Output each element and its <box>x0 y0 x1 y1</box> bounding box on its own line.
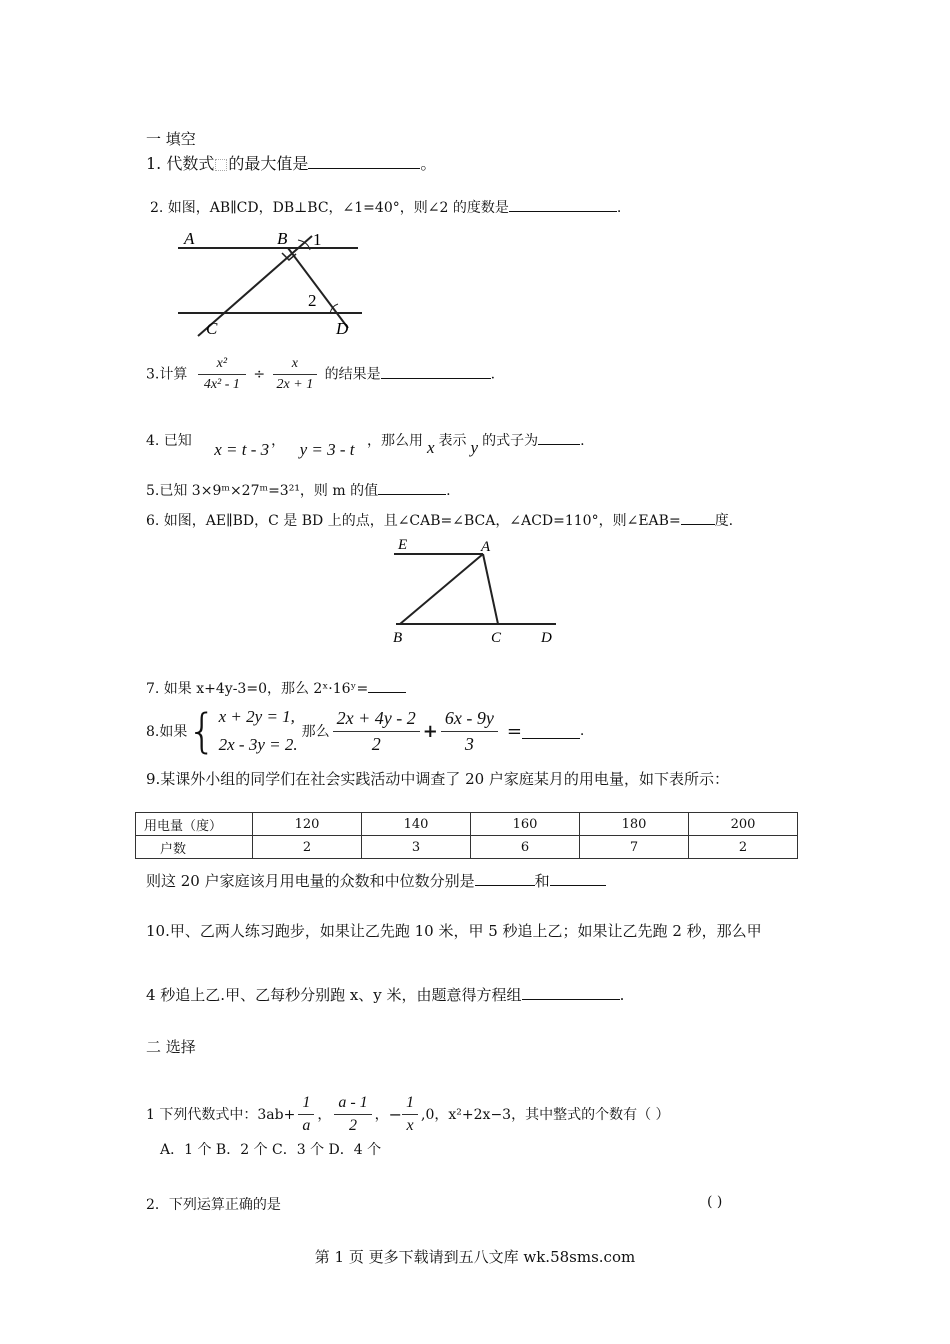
question-7 <box>146 678 406 698</box>
q8-system-line-1: x + 2y = 1, <box>218 707 295 726</box>
q8-denominator-2: 3 <box>441 731 498 755</box>
q8-equals: = <box>506 720 522 742</box>
q4-comma: ， <box>271 433 286 449</box>
c1-numerator-2: a - 1 <box>338 1093 368 1111</box>
q1-broken-image-icon <box>215 159 227 171</box>
q4-answer-blank[interactable] <box>538 430 580 445</box>
q10-answer-blank[interactable] <box>522 985 620 1000</box>
section-title-fill: 一 填空 <box>146 130 196 148</box>
label-b: B <box>277 229 288 248</box>
q9-and: 和 <box>534 872 550 890</box>
q8-numerator-2: 6x - 9y <box>444 707 494 728</box>
table-row <box>136 813 798 836</box>
q4-var-x: x <box>426 438 435 457</box>
q1-end: 。 <box>420 154 437 173</box>
q8-mid: 那么 <box>301 724 330 740</box>
question-9: 9.某课外小组的同学们在社会实践活动中调查了 20 户家庭某月的用电量，如下表所示： <box>146 770 729 788</box>
q2-end: . <box>616 200 622 216</box>
label-a: A <box>184 229 195 248</box>
q5-end: . <box>446 483 451 499</box>
table-cell: 户数 <box>136 836 253 859</box>
question-6 <box>146 510 733 530</box>
q4-var-y: y <box>470 438 479 457</box>
q8-fraction-2 <box>441 708 498 755</box>
question-10-line-1: 10.甲、乙两人练习跑步，如果让乙先跑 10 米，甲 5 秒追上乙；如果让乙先跑 2 秒，那么甲 <box>146 922 762 940</box>
q4-eq1: x = t - 3 <box>214 440 270 459</box>
q8-system <box>219 703 298 759</box>
label-c: C <box>491 630 502 646</box>
q10-end: . <box>619 986 625 1004</box>
question-9-followup <box>146 870 606 891</box>
q8-prefix: 8.如果 <box>146 724 188 740</box>
table-cell: 180 <box>580 813 689 836</box>
q4-prefix: 4. 已知 <box>146 433 192 449</box>
c1-prefix: 1 下列代数式中：3ab+ <box>146 1107 296 1123</box>
q3-divide: ÷ <box>253 366 266 383</box>
q6-figure-triangle <box>388 534 568 648</box>
q1-suffix: 的最大值是 <box>228 154 309 173</box>
q5-answer-blank[interactable] <box>378 480 446 495</box>
line-bd <box>288 248 348 328</box>
table-cell: 6 <box>471 836 580 859</box>
q4-suffix: 的式子为 <box>482 433 539 449</box>
q8-fraction-1 <box>333 708 420 755</box>
q3-suffix: 的结果是 <box>324 366 381 383</box>
question-1 <box>146 151 436 174</box>
q2-answer-blank[interactable] <box>509 197 617 212</box>
q1-prefix: 1. 代数式 <box>146 154 215 173</box>
q4-eq2: y = 3 - t <box>299 440 355 459</box>
q3-fraction-2 <box>273 356 318 393</box>
q8-denominator-1: 2 <box>333 731 420 755</box>
table-cell: 3 <box>362 836 471 859</box>
q3-denominator-2: 2x + 1 <box>273 374 318 393</box>
c2-answer-paren[interactable]: ( ) <box>707 1194 723 1210</box>
question-2 <box>150 197 621 217</box>
c1-denominator-2: 2 <box>334 1114 371 1135</box>
choice-question-1 <box>146 1086 670 1142</box>
q4-end: . <box>580 433 585 449</box>
question-4 <box>146 430 585 459</box>
q2-text: 2. 如图，AB∥CD，DB⊥BC，∠1=40°，则∠2 的度数是 <box>150 200 509 216</box>
table-cell: 160 <box>471 813 580 836</box>
section-title-choice: 二 选择 <box>146 1038 196 1056</box>
label-d: D <box>541 630 552 646</box>
question-8 <box>146 700 584 762</box>
label-c: C <box>206 319 218 338</box>
table-cell: 2 <box>689 836 798 859</box>
c1-options: A．1 个 B．2 个 C．3 个 D．4 个 <box>160 1142 382 1158</box>
question-3 <box>146 356 495 393</box>
label-d: D <box>336 319 349 338</box>
c1-numerator-1: 1 <box>302 1093 311 1111</box>
q3-answer-blank[interactable] <box>381 364 491 379</box>
q3-numerator-2: x <box>291 356 298 371</box>
q5-text: 5.已知 3×9ᵐ×27ᵐ=3²¹，则 m 的值 <box>146 483 379 499</box>
choice-question-2: 2．下列运算正确的是 <box>146 1197 281 1213</box>
q8-plus: + <box>422 720 438 742</box>
label-b: B <box>393 630 403 646</box>
table-cell: 140 <box>362 813 471 836</box>
table-cell: 用电量（度） <box>136 813 253 836</box>
label-1: 1 <box>313 230 322 249</box>
table-cell: 2 <box>253 836 362 859</box>
q6-text: 6. 如图，AE∥BD，C 是 BD 上的点，且∠CAB=∠BCA，∠ACD=110°，则∠EAB= <box>146 513 681 529</box>
q4-mid1: ，那么用 <box>366 433 423 449</box>
q3-fraction-1 <box>198 356 246 393</box>
q4-mid2: 表示 <box>438 433 467 449</box>
page-footer: 第 1 页 更多下载请到五八文库 wk.58sms.com <box>314 1248 636 1266</box>
electricity-usage-table <box>135 812 798 859</box>
q2-figure-parallel-lines <box>170 222 370 344</box>
c1-numerator-3: 1 <box>406 1093 415 1111</box>
q8-numerator-1: 2x + 4y - 2 <box>336 707 416 728</box>
question-10-line-2 <box>146 984 624 1005</box>
q9-after: 则这 20 户家庭该月用电量的众数和中位数分别是 <box>146 872 475 890</box>
c1-denominator-1: a <box>298 1114 314 1135</box>
label-2: 2 <box>308 291 317 310</box>
table-row <box>136 836 798 859</box>
c1-suffix: ,0，x²+2x−3，其中整式的个数有（ ） <box>421 1107 670 1123</box>
q8-answer-blank[interactable] <box>522 724 580 739</box>
q7-answer-blank[interactable] <box>368 678 406 693</box>
q8-system-line-2: 2x - 3y = 2. <box>218 735 298 754</box>
c1-denominator-3: x <box>402 1114 418 1135</box>
q8-end: . <box>579 723 585 739</box>
q9-median-blank[interactable] <box>550 871 606 886</box>
question-5 <box>146 480 451 500</box>
q9-mode-blank[interactable] <box>475 871 535 886</box>
c1-fraction-3 <box>402 1094 418 1135</box>
c1-comma-2: ， <box>374 1107 389 1123</box>
line-ac <box>483 554 498 624</box>
q10-line2-text: 4 秒追上乙.甲、乙每秒分别跑 x、y 米，由题意得方程组 <box>146 986 522 1004</box>
q3-denominator-1: 4x² - 1 <box>198 374 246 393</box>
q1-answer-blank[interactable] <box>308 154 420 169</box>
q6-answer-blank[interactable] <box>681 510 715 525</box>
label-a: A <box>481 539 491 555</box>
table-cell: 200 <box>689 813 798 836</box>
c1-minus: − <box>388 1104 403 1124</box>
q8-brace: { <box>187 704 217 758</box>
q3-numerator-1: x² <box>216 356 228 371</box>
q3-prefix: 3.计算 <box>146 366 188 383</box>
q3-end: . <box>490 366 496 383</box>
line-ba <box>400 554 483 624</box>
c1-fraction-2 <box>334 1094 371 1135</box>
c1-fraction-1 <box>298 1094 314 1135</box>
table-cell: 120 <box>253 813 362 836</box>
q6-end: 度. <box>714 513 734 529</box>
table-cell: 7 <box>580 836 689 859</box>
c1-comma-1: ， <box>317 1107 332 1123</box>
q7-text: 7. 如果 x+4y-3=0，那么 2ˣ·16ʸ= <box>146 681 369 697</box>
label-e: E <box>398 537 408 553</box>
